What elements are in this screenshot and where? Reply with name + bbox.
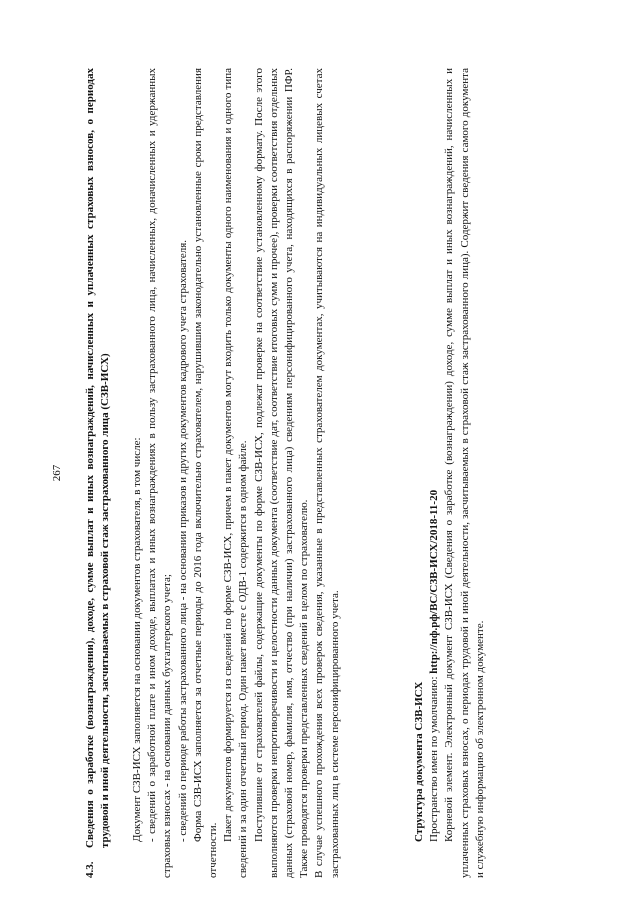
paragraph: В случае успешного прохождения всех проверок сведения, указанные в представленных страхователем документах, учитываются на индивидуальных лицевых счетах застрахованных лиц в системе персонифицированного учета. — [313, 68, 341, 878]
namespace-line — [427, 68, 442, 878]
paragraph-list-item: - сведений о заработной плате и ином доходе, выплатах и иных вознаграждениях в пользу застрахованного лица, начисленных, доначисленных и удержанных страховых взносах - на основании данных бухгалтерского учета; — [146, 68, 174, 878]
namespace-label: Пространство имен по умолчанию: — [428, 673, 441, 842]
paragraph: Форма СЗВ-ИСХ заполняется за отчетные периоды до 2016 года включительно страхователем, нарушившим законодательно установленные сроки представления отчетности. — [191, 68, 220, 878]
paragraph-list-item: - сведений о периоде работы застрахованного лица - на основании приказов и других документов кадрового учета страхователя. — [176, 239, 189, 842]
rotated-content — [50, 68, 530, 878]
structure-section — [412, 68, 488, 878]
structure-title: Структура документа СЗВ-ИСХ — [413, 681, 425, 842]
section-heading — [83, 68, 113, 878]
paragraph: Пакет документов формируется из сведений по форме СЗВ-ИСХ, причем в пакет документов могут входить только документы одного наименования и одного типа сведений и за один отчетный период. Один пакет вместе с ОДВ-1 содержится в одном файле. — [222, 68, 250, 878]
page-number: 267 — [51, 464, 63, 482]
section-number: 4.3. — [84, 861, 96, 878]
root-element-description: Корневой элемент. Электронный документ СЗВ-ИСХ (Сведения о заработке (вознаграждении) доходе, сумме выплат и иных вознаграждений, начисленных и уплаченных страховых взносах, о периодах трудовой и иной деятельности, засчитываемых в страховой стаж застрахованного лица). Содержит сведения самого документа и служебную информацию об электронном документе. — [443, 68, 486, 878]
section-title: Сведения о заработке (вознаграждении), доходе, сумме выплат и иных вознаграждений, начисленных и уплаченных страховых взносов, о периодах трудовой и иной деятельности, засчитываемых в страховой стаж застрахованного лица (СЗВ-ИСХ) — [84, 68, 112, 848]
paragraph: Поступившие от страхователей файлы, содержащие документы по форме СЗВ-ИСХ, подлежат проверке на соответствие установленному формату. После этого выполняются проверки непротиворечивости и целостности данных документа (соответствие дат, соответствие итоговых сумм и прочее), проверки соответствия отдельных данных (страховой номер, фамилия, имя, отчество (при наличии) застрахованного лица) сведениям персонифицированного учета, находящихся в распоряжении ПФР. Также проводятся проверки представленных сведений в целом по страхователю. — [252, 68, 311, 878]
namespace-value: http://пф.рф/ВС/СЗВ-ИСХ/2018-11-20 — [428, 489, 441, 674]
section-body — [130, 68, 343, 878]
paragraph-intro: Документ СЗВ-ИСХ заполняется на основании документов страхователя, в том числе: — [131, 437, 143, 842]
